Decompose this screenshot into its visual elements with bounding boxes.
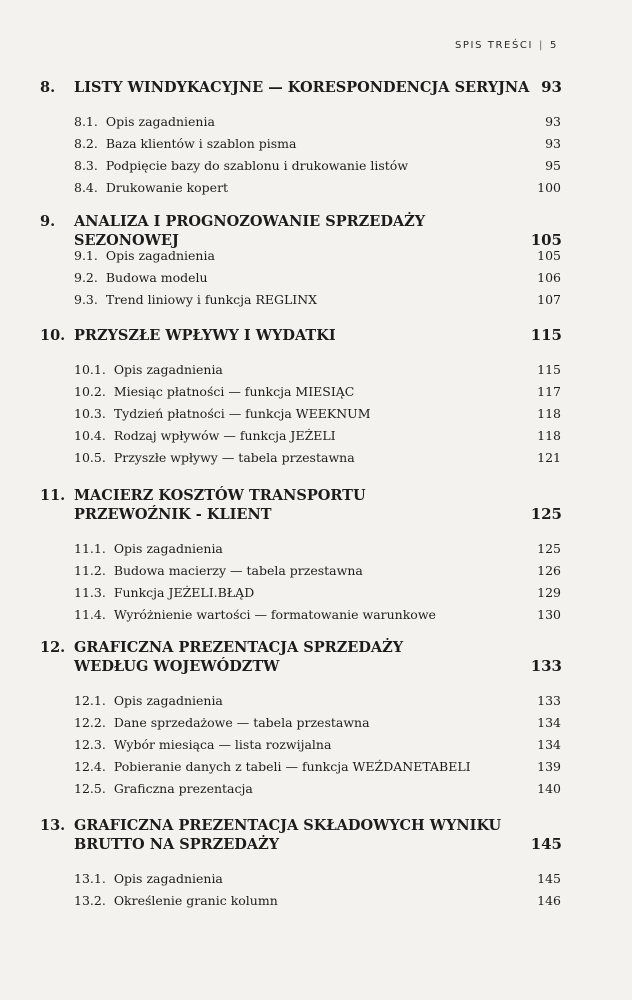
toc-entry-label — [74, 114, 215, 130]
toc-entry — [74, 607, 561, 623]
chapter-title-line: MACIERZ KOSZTÓW TRANSPORTU — [74, 487, 366, 504]
toc-entry — [74, 158, 561, 174]
toc-entry-title: Tydzień płatności — funkcja WEEKNUM — [113, 406, 371, 421]
toc-entry-number: 13.2. — [74, 893, 106, 908]
chapter-heading — [40, 486, 562, 524]
toc-entry — [74, 759, 561, 775]
toc-entry-title: Budowa macierzy — tabela przestawna — [113, 563, 363, 578]
toc-entry-title: Baza klientów i szablon pisma — [105, 136, 297, 151]
chapter-title — [74, 212, 525, 250]
toc-entry-number: 10.1. — [74, 362, 106, 377]
chapter-title-line: PRZEWOŹNIK - KLIENT — [74, 506, 272, 523]
toc-entry — [74, 362, 561, 378]
toc-entry-title: Dane sprzedażowe — tabela przestawna — [113, 715, 370, 730]
toc-entry — [74, 406, 561, 422]
toc-entry-title: Przyszłe wpływy — tabela przestawna — [113, 450, 355, 465]
chapter-title — [74, 486, 525, 524]
toc-entry-title: Wyróżnienie wartości — formatowanie warunkowe — [113, 607, 436, 622]
toc-entry-label — [74, 450, 355, 466]
toc-entry-page-number: 134 — [537, 737, 561, 752]
toc-entry — [74, 893, 561, 909]
chapter-page-number: 133 — [530, 657, 562, 675]
toc-entry-title: Opis zagadnienia — [113, 362, 223, 377]
toc-entry-number: 11.4. — [74, 607, 106, 622]
toc-entry — [74, 428, 561, 444]
toc-entry-label — [74, 384, 354, 400]
toc-entry-label — [74, 541, 223, 557]
toc-entry-page-number: 93 — [545, 136, 561, 151]
toc-entry-page-number: 133 — [537, 693, 561, 708]
chapter-heading — [40, 326, 562, 345]
toc-entry-number: 10.4. — [74, 428, 106, 443]
toc-entry-title: Drukowanie kopert — [105, 180, 229, 195]
toc-entry-page-number: 130 — [537, 607, 561, 622]
toc-entry-page-number: 95 — [545, 158, 561, 173]
toc-entry — [74, 871, 561, 887]
toc-entry-number: 11.3. — [74, 585, 106, 600]
toc-entry-page-number: 118 — [537, 406, 561, 421]
toc-entry-title: Opis zagadnienia — [113, 541, 223, 556]
toc-entry-label — [74, 737, 331, 753]
toc-entry-number: 12.5. — [74, 781, 106, 796]
toc-entry — [74, 781, 561, 797]
chapter-title-line: GRAFICZNA PREZENTACJA SKŁADOWYCH WYNIKU — [74, 817, 502, 834]
chapter-title-line: LISTY WINDYKACYJNE — KORESPONDENCJA SERYJNA — [74, 79, 530, 96]
toc-entry-page-number: 93 — [545, 114, 561, 129]
toc-entry-number: 10.5. — [74, 450, 106, 465]
toc-entry — [74, 715, 561, 731]
chapter-heading — [40, 78, 562, 97]
chapter-heading — [40, 638, 562, 676]
toc-entry-title: Określenie granic kolumn — [113, 893, 278, 908]
toc-entry-page-number: 115 — [537, 362, 561, 377]
toc-entry — [74, 180, 561, 196]
toc-entry-number: 8.2. — [74, 136, 98, 151]
toc-entry-number: 8.1. — [74, 114, 98, 129]
toc-entry-title: Miesiąc płatności — funkcja MIESIĄC — [113, 384, 355, 399]
toc-entry-page-number: 118 — [537, 428, 561, 443]
toc-entry — [74, 450, 561, 466]
chapter-title — [74, 638, 525, 676]
toc-entry-page-number: 134 — [537, 715, 561, 730]
toc-entry-number: 11.2. — [74, 563, 106, 578]
toc-entry-label — [74, 362, 223, 378]
chapter-title — [74, 78, 535, 97]
toc-entry-number: 10.2. — [74, 384, 106, 399]
toc-entry-label — [74, 563, 363, 579]
toc-entry-page-number: 139 — [537, 759, 561, 774]
toc-entry-page-number: 146 — [537, 893, 561, 908]
chapter-title-line: BRUTTO NA SPRZEDAŻY — [74, 836, 280, 853]
chapter-title-line: WEDŁUG WOJEWÓDZTW — [74, 658, 280, 675]
toc-entry — [74, 248, 561, 264]
toc-entry-label — [74, 781, 253, 797]
chapter-page-number: 105 — [530, 231, 562, 249]
chapter-number: 11. — [40, 487, 66, 504]
toc-entry-number: 10.3. — [74, 406, 106, 421]
toc-entry-number: 12.3. — [74, 737, 106, 752]
toc-entry-title: Opis zagadnienia — [105, 114, 215, 129]
chapter-title — [74, 816, 525, 854]
toc-entry-page-number: 117 — [537, 384, 561, 399]
toc-entry-number: 9.1. — [74, 248, 98, 263]
toc-entry-label — [74, 248, 215, 264]
toc-entry-label — [74, 715, 370, 731]
running-head-page-number: 5 — [550, 40, 558, 51]
toc-entry-number: 9.2. — [74, 270, 98, 285]
toc-entry-title: Opis zagadnienia — [113, 871, 223, 886]
chapter-heading — [40, 816, 562, 854]
toc-entry-title: Opis zagadnienia — [113, 693, 223, 708]
toc-entry — [74, 541, 561, 557]
toc-entry-label — [74, 180, 228, 196]
toc-entry — [74, 384, 561, 400]
toc-entry-page-number: 126 — [537, 563, 561, 578]
toc-entry-page-number: 107 — [537, 292, 561, 307]
toc-entry-number: 12.2. — [74, 715, 106, 730]
toc-entry-page-number: 105 — [537, 248, 561, 263]
toc-entry-label — [74, 585, 254, 601]
toc-entry-label — [74, 158, 408, 174]
toc-entry-label — [74, 893, 278, 909]
running-head — [455, 40, 558, 51]
toc-entry-page-number: 140 — [537, 781, 561, 796]
chapter-number: 12. — [40, 639, 66, 656]
toc-entry-title: Wybór miesiąca — lista rozwijalna — [113, 737, 332, 752]
toc-entry-label — [74, 136, 296, 152]
toc-entry — [74, 737, 561, 753]
toc-entry-title: Trend liniowy i funkcja REGLINX — [105, 292, 318, 307]
chapter-number: 13. — [40, 817, 66, 834]
toc-entry — [74, 563, 561, 579]
toc-entry-title: Budowa modelu — [105, 270, 208, 285]
toc-entry-page-number: 106 — [537, 270, 561, 285]
toc-entry-label — [74, 871, 223, 887]
toc-entry-label — [74, 759, 471, 775]
toc-entry-title: Opis zagadnienia — [105, 248, 215, 263]
chapter-title-line: GRAFICZNA PREZENTACJA SPRZEDAŻY — [74, 639, 404, 656]
toc-entry-number: 12.1. — [74, 693, 106, 708]
toc-entry-title: Podpięcie bazy do szablonu i drukowanie listów — [105, 158, 409, 173]
chapter-title-line: ANALIZA I PROGNOZOWANIE SPRZEDAŻY SEZONOWEJ — [74, 213, 426, 249]
toc-entry-number: 8.3. — [74, 158, 98, 173]
chapter-title — [74, 326, 525, 345]
toc-entry-number: 8.4. — [74, 180, 98, 195]
toc-entry-label — [74, 406, 371, 422]
toc-entry-number: 11.1. — [74, 541, 106, 556]
chapter-title-line: PRZYSZŁE WPŁYWY I WYDATKI — [74, 327, 336, 344]
toc-entry-page-number: 121 — [537, 450, 561, 465]
toc-entry-number: 9.3. — [74, 292, 98, 307]
chapter-number: 8. — [40, 79, 56, 96]
toc-entry-label — [74, 607, 436, 623]
toc-entry-label — [74, 693, 223, 709]
toc-entry-title: Graficzna prezentacja — [113, 781, 253, 796]
toc-entry — [74, 585, 561, 601]
toc-entry-title: Funkcja JEŻELI.BŁĄD — [113, 585, 255, 600]
toc-entry-number: 13.1. — [74, 871, 106, 886]
toc-entry-page-number: 145 — [537, 871, 561, 886]
toc-entry — [74, 136, 561, 152]
toc-entry — [74, 270, 561, 286]
toc-entry-page-number: 125 — [537, 541, 561, 556]
running-head-title: SPIS TREŚCI — [454, 40, 534, 51]
toc-entry — [74, 114, 561, 130]
toc-entry-page-number: 129 — [537, 585, 561, 600]
chapter-page-number: 115 — [530, 326, 562, 344]
running-head-separator: | — [539, 40, 545, 51]
chapter-page-number: 93 — [541, 78, 562, 96]
toc-entry-label — [74, 428, 336, 444]
toc-entry-title: Rodzaj wpływów — funkcja JEŻELI — [113, 428, 336, 443]
toc-entry-label — [74, 270, 208, 286]
chapter-page-number: 125 — [530, 505, 562, 523]
chapter-number: 10. — [40, 327, 66, 344]
chapter-page-number: 145 — [530, 835, 562, 853]
chapter-heading — [40, 212, 562, 250]
toc-entry — [74, 292, 561, 308]
toc-entry-page-number: 100 — [537, 180, 561, 195]
toc-entry — [74, 693, 561, 709]
toc-entry-number: 12.4. — [74, 759, 106, 774]
chapter-number: 9. — [40, 213, 56, 230]
toc-entry-title: Pobieranie danych z tabeli — funkcja WEŹDANETABELI — [113, 759, 471, 774]
toc-entry-label — [74, 292, 317, 308]
